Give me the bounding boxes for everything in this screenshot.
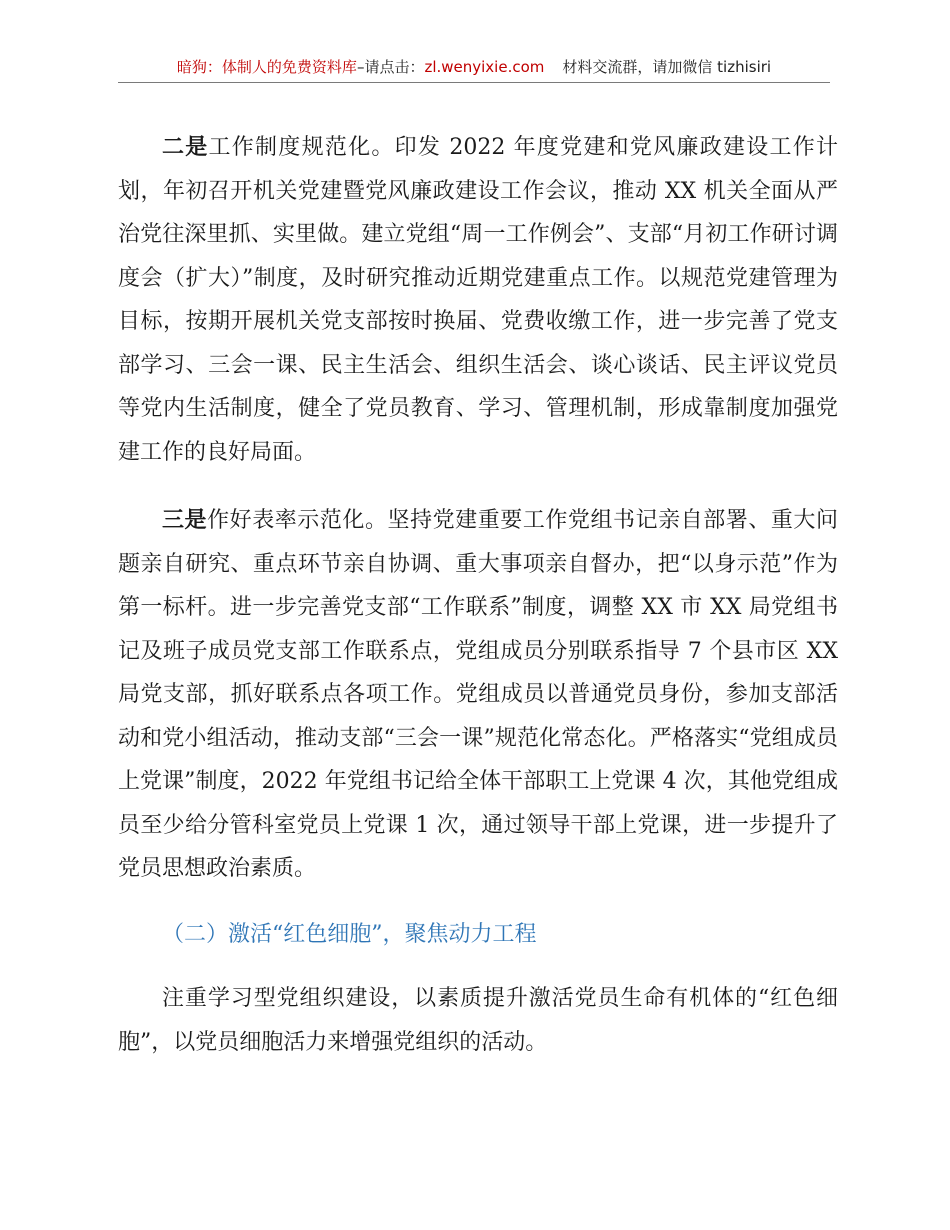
- paragraph-two: [118, 126, 838, 474]
- paragraph-three: [118, 499, 838, 891]
- paragraph-lead: 二是: [162, 135, 209, 160]
- section-heading: （二）激活“红色细胞”，聚焦动力工程: [162, 921, 537, 947]
- header-site-name: 暗狗：体制人的免费资料库: [176, 58, 357, 76]
- document-body: [118, 126, 838, 1064]
- page-header: [118, 56, 830, 83]
- header-group-note: 材料交流群，请加微信 tizhisiri: [562, 58, 772, 76]
- closing-paragraph: 注重学习型党组织建设，以素质提升激活党员生命有机体的“红色细胞”，以党员细胞活力来增强党组织的活动。: [118, 986, 838, 1055]
- paragraph-text: 作好表率示范化。坚持党建重要工作党组书记亲自部署、重大问题亲自研究、重点环节亲自协调、重大事项亲自督办，把“以身示范”作为第一标杆。进一步完善党支部“工作联系”制度，调整 XX 市 XX 局党组书记及班子成员党支部工作联系点，党组成员分别联系指导 7 个县市区 XX 局党支部，抓好联系点各项工作。党组成员以普通党员身份，参加支部活动和党小组活动，推动支部“三会一课”规范化常态化。严格落实“党组成员上党课”制度，2022 年党组书记给全体干部职工上党课 4 次，其他党组成员至少给分管科室党员上党课 1 次，通过领导干部上党课，进一步提升了党员思想政治素质。: [118, 508, 838, 881]
- paragraph-text: 工作制度规范化。印发 2022 年度党建和党风廉政建设工作计划，年初召开机关党建暨党风廉政建设工作会议，推动 XX 机关全面从严治党往深里抓、实里做。建立党组“周一工作例会”、支部“月初工作研讨调度会（扩大）”制度，及时研究推动近期党建重点工作。以规范党建管理为目标，按期开展机关党支部按时换届、党费收缴工作，进一步完善了党支部学习、三会一课、民主生活会、组织生活会、谈心谈话、民主评议党员等党内生活制度，健全了党员教育、学习、管理机制，形成靠制度加强党建工作的良好局面。: [118, 135, 838, 465]
- header-url-link[interactable]: zl.wenyixie.com: [424, 58, 545, 76]
- paragraph-lead: 三是: [162, 508, 208, 533]
- header-click-prompt: –请点击：: [356, 58, 425, 76]
